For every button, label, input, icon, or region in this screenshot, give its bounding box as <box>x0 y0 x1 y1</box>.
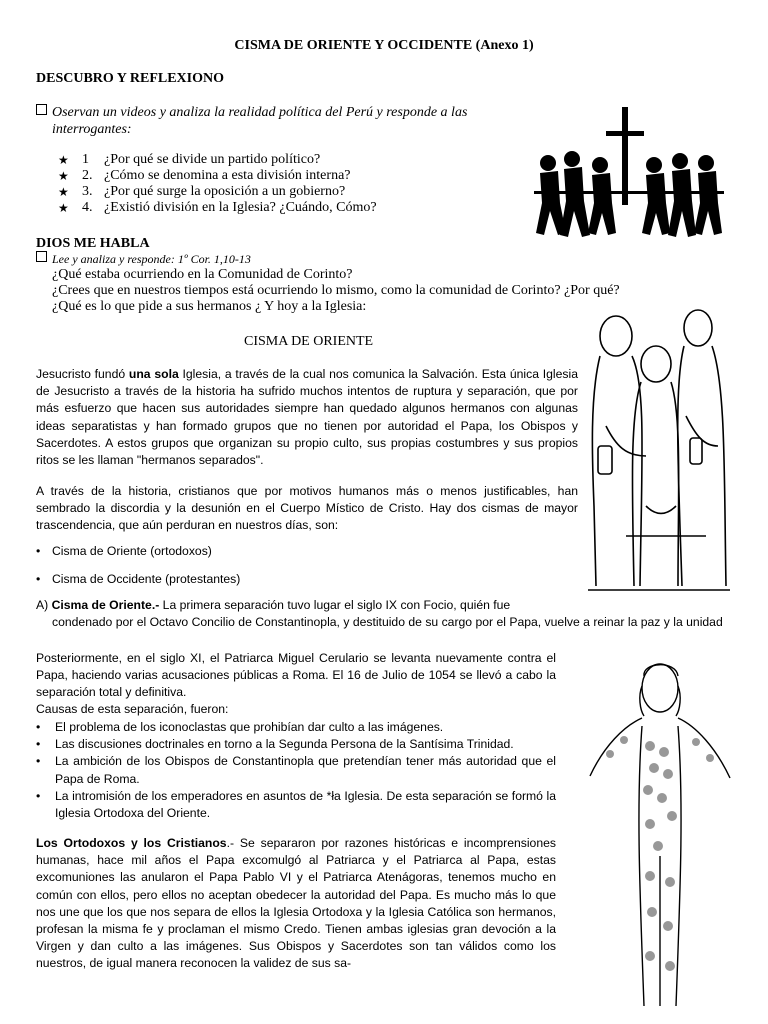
paragraph-jesucristo <box>36 366 578 469</box>
list-item-text: Las discusiones doctrinales en torno a la Segunda Persona de la Santísima Trinidad. <box>55 737 514 752</box>
checkbox-icon <box>36 104 47 115</box>
list-item-text: El problema de los iconoclastas que prohibían dar culto a las imágenes. <box>55 720 444 734</box>
question-text: ¿Existió división en la Iglesia? ¿Cuándo, Cómo? <box>104 200 377 215</box>
bullet-icon: • <box>36 788 41 803</box>
paragraph-text: Iglesia, a través de la cual nos comunica la Salvación. Esta única Iglesia de Jesucristo a través de la historia ha sufrido muchos intentos de ruptura y separación, que por más esfuerzo que hacen sus autoridades siempre han quedado algunos hermanos con algunas ideas separatistas y han formado grupos que no tienen por autoridad el Papa, los Obispos y Sacerdotes. A estos grupos que organizan su propio culto, sus propias costumbres y sus propios ritos se les llaman "hermanos separados". <box>36 367 578 468</box>
list-item <box>36 753 556 787</box>
bullet-icon: • <box>36 720 41 734</box>
list-item <box>36 571 240 588</box>
section-heading-dios: DIOS ME HABLA <box>36 236 150 251</box>
reflection-question-3: ¿Qué es lo que pide a sus hermanos ¿ Y hoy a la Iglesia: <box>52 299 367 314</box>
christ-figure-illustration <box>584 656 734 1016</box>
reflection-question-1: ¿Qué estaba ocurriendo en la Comunidad de Corinto? <box>52 267 353 282</box>
bullet-icon: • <box>36 737 41 752</box>
emphasis-una-sola: una sola <box>128 367 179 381</box>
list-item <box>58 200 377 216</box>
section-a-heading: Cisma de Oriente.- <box>51 598 160 612</box>
causas-heading: Causas de esta separación, fueron: <box>36 702 229 716</box>
star-bullet-icon: ★ <box>58 201 69 215</box>
paragraph-cerulario: Posteriormente, en el siglo XI, el Patriarca Miguel Cerulario se levanta nuevamente contra el Papa, haciendo varias acusaciones públicas a Roma. El 16 de Julio de 1054 se llevó a cabo la separación total y definitiva. <box>36 651 556 700</box>
section-a-cisma-oriente <box>36 597 730 631</box>
religious-figures-illustration <box>586 306 732 594</box>
question-list <box>58 152 377 216</box>
bullet-icon: • <box>36 754 41 769</box>
question-number: 1 <box>82 152 89 167</box>
document-title: CISMA DE ORIENTE Y OCCIDENTE (Anexo 1) <box>234 38 534 53</box>
question-number: 4. <box>82 200 93 215</box>
question-text: ¿Por qué se divide un partido político? <box>104 152 321 167</box>
question-text: ¿Cómo se denomina a esta división interna? <box>104 168 351 183</box>
list-item <box>58 152 377 168</box>
reflection-questions <box>52 267 620 315</box>
star-bullet-icon: ★ <box>58 153 69 167</box>
cisma-list <box>36 543 240 599</box>
section-letter: A) <box>36 598 52 612</box>
list-item <box>36 543 240 560</box>
list-item <box>36 736 556 753</box>
intro-instruction <box>36 104 524 138</box>
section-a-text: La primera separación tuvo lugar el siglo IX con Focio, quién fue <box>159 598 511 612</box>
list-item-text: La ambición de los Obispos de Constantinopla que pretendían tener más autoridad que el Papa de Roma. <box>55 754 556 786</box>
tug-of-war-cross-illustration <box>530 103 726 263</box>
paragraph-text: .- Se separaron por razones históricas e incomprensiones humanas, hace mil años el Papa excomulgó al Patriarca y el Patriarca al Papa, estas excomuniones las anularon el Papa Pablo VI y el Patriarca Atenágoras, tenemos mucho en común con ellos, pero ellos no aceptan obedecer la autoridad del Papa. Es mucho más lo que nos une que los que nos separa de ellos la Iglesia Ortodoxa y la Iglesia Católica son hermanos, profesan la misma fe y proclaman el mismo Credo. Tienen ambas iglesias gran devoción a la Virgen y dan culto a las imágenes. Sus Obispos y Sacerdotes son tan válidos como los nuestros, de igual manera reconocen la validez de sus sa- <box>36 836 556 971</box>
ortodoxos-heading: Los Ortodoxos y los Cristianos <box>36 836 227 850</box>
question-text: ¿Por qué surge la oposición a un gobierno? <box>104 184 346 199</box>
paragraph-ortodoxos <box>36 835 556 973</box>
checkbox-icon <box>36 251 47 262</box>
section-a-text-continued: condenado por el Octavo Concilio de Constantinopla, y destituido de su cargo por el Papa, vuelve a reinar la paz y la unidad <box>52 615 723 629</box>
list-item-text: La intromisión de los emperadores en asuntos de *ła Iglesia. De esta separación se formó la Iglesia Ortodoxa del Oriente. <box>55 788 556 821</box>
cisma-oriente-title: CISMA DE ORIENTE <box>244 334 374 349</box>
bullet-icon: • <box>36 544 41 558</box>
question-number: 3. <box>82 184 93 199</box>
list-item <box>58 184 377 200</box>
intro-line-1: Oservan un videos y analiza la realidad política del Perú y responde a las <box>52 105 468 120</box>
star-bullet-icon: ★ <box>58 169 69 183</box>
question-number: 2. <box>82 168 93 183</box>
reading-instruction <box>36 251 251 267</box>
causes-list <box>36 719 556 822</box>
list-item <box>36 719 556 736</box>
list-item <box>58 168 377 184</box>
section-heading-descubro: DESCUBRO Y REFLEXIONO <box>36 71 224 86</box>
list-item-text: Cisma de Oriente (ortodoxos) <box>52 544 212 558</box>
paragraph-text: Jesucristo fundó <box>36 367 129 381</box>
list-item-text: Cisma de Occidente (protestantes) <box>52 572 241 586</box>
intro-line-2: interrogantes: <box>52 122 132 137</box>
list-item <box>36 788 556 822</box>
bullet-icon: • <box>36 572 41 586</box>
reading-instruction-text: Lee y analiza y responde: 1º Cor. 1,10-13 <box>52 252 251 266</box>
reflection-question-2: ¿Crees que en nuestros tiempos está ocurriendo lo mismo, como la comunidad de Corinto? ¿Por qué? <box>52 283 620 298</box>
paragraph-historia: A través de la historia, cristianos que por motivos humanos más o menos justificables, han sembrado la discordia y la desunión en el Cuerpo Místico de Cristo. Hay dos cismas de mayor trascendencia, que aún perduran en nuestros días, son: <box>36 484 578 533</box>
star-bullet-icon: ★ <box>58 185 69 199</box>
